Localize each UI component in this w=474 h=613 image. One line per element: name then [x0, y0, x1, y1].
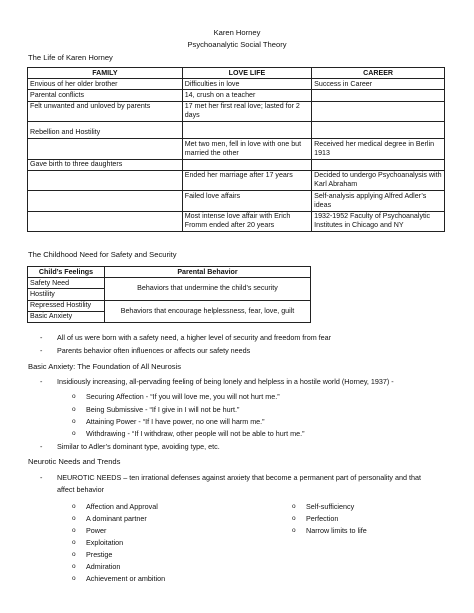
list-item: - All of us were born with a safety need, a higher level of security and freedom from fear: [57, 333, 331, 342]
table-row: [28, 90, 445, 101]
table-row: [28, 159, 445, 170]
list-item: o Attaining Power - “If I have power, no one will harm me.”: [86, 417, 265, 426]
list-item: - Insidiously increasing, all-pervading feeling of being lonely and helpless in a hostile world (Horney, 1937) -: [57, 377, 394, 386]
safety-table-header: [28, 267, 311, 278]
feeling-cell: Safety Need: [28, 278, 105, 289]
cell: Received her medical degree in Berlin 1913: [312, 139, 445, 159]
cell: Felt unwanted and unloved by parents: [28, 101, 183, 121]
cell: Parental conflicts: [28, 90, 183, 101]
table-row: [28, 79, 445, 90]
table-row: [28, 278, 311, 289]
list-item: o Prestige: [86, 550, 112, 559]
list-item: - Similar to Adler’s dominant type, avoiding type, etc.: [57, 442, 220, 451]
cell: [28, 139, 183, 159]
cell: [312, 101, 445, 121]
cell: Failed love affairs: [182, 191, 311, 211]
cell: Decided to undergo Psychoanalysis with Karl Abraham: [312, 170, 445, 190]
cell: Rebellion and Hostility: [28, 122, 183, 139]
cell: 1932-1952 Faculty of Psychoanalytic Institutes in Chicago and NY: [312, 211, 445, 231]
cell: [312, 90, 445, 101]
list-item: - Parents behavior often influences or affects our safety needs: [57, 346, 250, 355]
list-item: o Withdrawing - “If I withdraw, other people will not be able to hurt me.”: [86, 429, 305, 438]
cell: [312, 159, 445, 170]
cell: Gave birth to three daughters: [28, 159, 183, 170]
col-family: FAMILY: [28, 68, 183, 79]
table-row: [28, 122, 445, 139]
list-item: o Achievement or ambition: [86, 574, 165, 583]
cell: Self-analysis applying Alfred Adler’s ideas: [312, 191, 445, 211]
list-item: o Admiration: [86, 562, 120, 571]
section-life-title: The Life of Karen Horney: [28, 53, 113, 62]
feeling-cell: Repressed Hostility: [28, 300, 105, 311]
table-row: [28, 101, 445, 121]
safety-table: [27, 266, 311, 323]
feeling-cell: Basic Anxiety: [28, 311, 105, 322]
cell: Met two men, fell in love with one but married the other: [182, 139, 311, 159]
cell: [28, 191, 183, 211]
cell: 17 met her first real love; lasted for 2 days: [182, 101, 311, 121]
life-table: [27, 67, 445, 232]
doc-author: Karen Horney: [213, 28, 261, 37]
list-item: o Affection and Approval: [86, 502, 158, 511]
behavior-cell: Behaviors that encourage helplessness, fear, love, guilt: [105, 300, 311, 322]
doc-subtitle: Psychoanalytic Social Theory: [187, 40, 287, 49]
cell: [182, 159, 311, 170]
col-parental-behavior: Parental Behavior: [105, 267, 311, 278]
list-item: o Power: [86, 526, 106, 535]
table-row: [28, 170, 445, 190]
cell: [312, 122, 445, 139]
table-row: [28, 139, 445, 159]
list-item: o Self-sufficiency: [306, 502, 354, 511]
cell: [182, 122, 311, 139]
feeling-cell: Hostility: [28, 289, 105, 300]
cell: [28, 211, 183, 231]
cell: Difficulties in love: [182, 79, 311, 90]
list-item: o Narrow limits to life: [306, 526, 367, 535]
cell: Ended her marriage after 17 years: [182, 170, 311, 190]
life-table-header: [28, 68, 445, 79]
table-row: [28, 211, 445, 231]
cell: 14, crush on a teacher: [182, 90, 311, 101]
cell: [28, 170, 183, 190]
col-love-life: LOVE LIFE: [182, 68, 311, 79]
list-item: - NEUROTIC NEEDS – ten irrational defenses against anxiety that become a permanent part of personality and that: [57, 473, 421, 482]
list-item: o Exploitation: [86, 538, 123, 547]
section-anxiety-title: Basic Anxiety: The Foundation of All Neurosis: [28, 362, 182, 371]
list-item: o Securing Affection - “If you will love me, you will not hurt me.”: [86, 392, 280, 401]
cell: Most intense love affair with Erich Fromm ended after 20 years: [182, 211, 311, 231]
section-safety-title: The Childhood Need for Safety and Security: [28, 250, 177, 259]
section-neurotic-title: Neurotic Needs and Trends: [28, 457, 121, 466]
behavior-cell: Behaviors that undermine the child’s security: [105, 278, 311, 300]
table-row: [28, 191, 445, 211]
list-item: o Being Submissive - “If I give in I will not be hurt.”: [86, 405, 239, 414]
col-childs-feelings: Child’s Feelings: [28, 267, 105, 278]
list-item: o Perfection: [306, 514, 338, 523]
cell: Success in Career: [312, 79, 445, 90]
cell: Envious of her older brother: [28, 79, 183, 90]
table-row: [28, 300, 311, 311]
list-item: o A dominant partner: [86, 514, 147, 523]
list-item-continuation: affect behavior: [57, 485, 105, 494]
col-career: CAREER: [312, 68, 445, 79]
